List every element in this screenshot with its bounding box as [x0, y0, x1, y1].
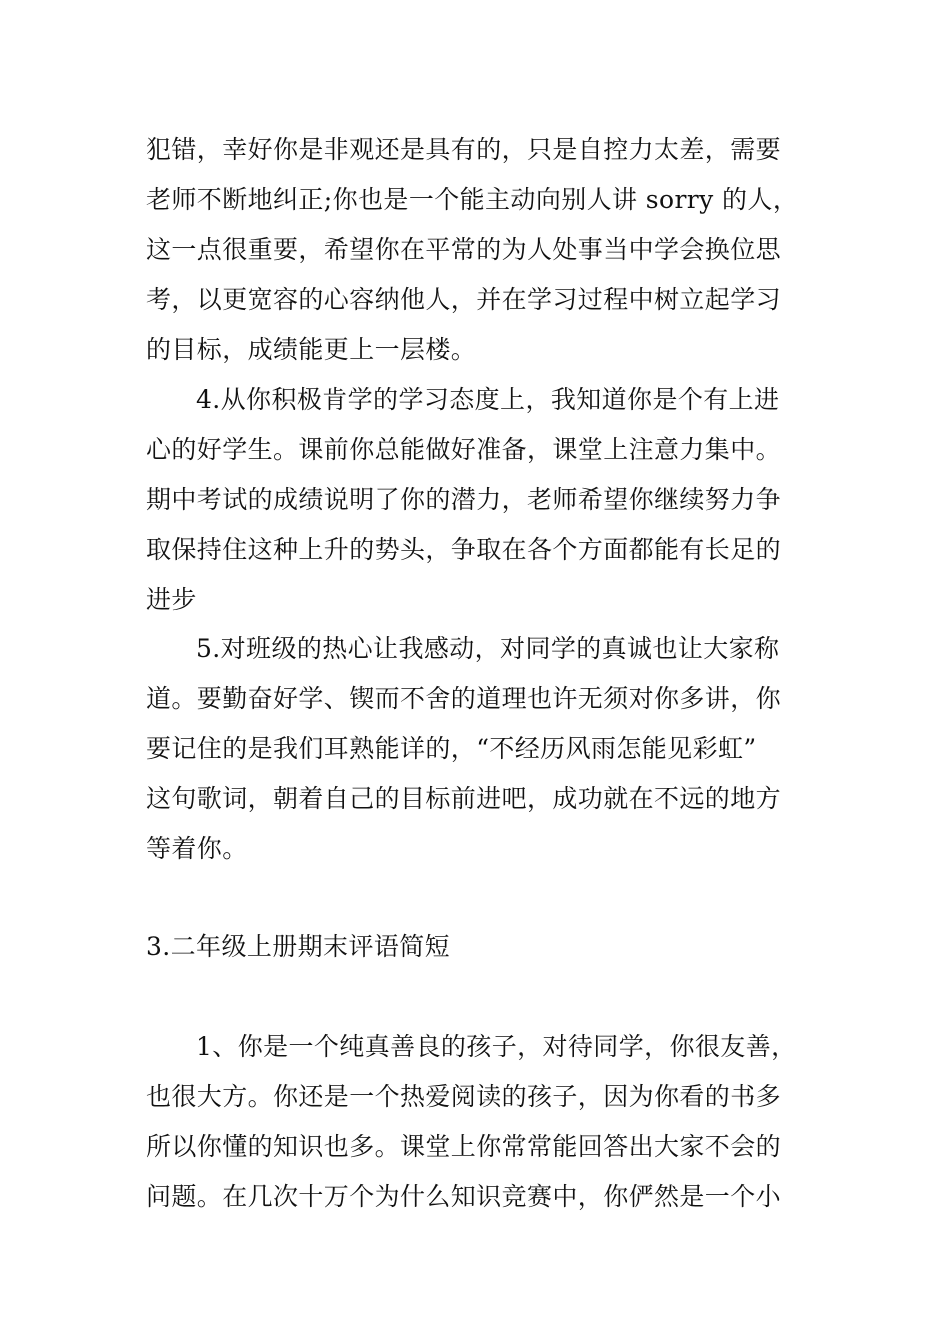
paragraph-line: 考，以更宽容的心容纳他人，并在学习过程中树立起学习 [146, 285, 782, 314]
paragraph-line: 4.从你积极肯学的学习态度上，我知道你是个有上进 [196, 385, 780, 414]
paragraph-line: 这句歌词，朝着自己的目标前进吧，成功就在不远的地方 [146, 784, 782, 813]
paragraph-line: 期中考试的成绩说明了你的潜力，老师希望你继续努力争 [146, 485, 782, 514]
paragraph-line: 问题。在几次十万个为什么知识竞赛中，你俨然是一个小 [146, 1182, 782, 1211]
paragraph-line: 进步 [146, 585, 197, 614]
paragraph-line: 所以你懂的知识也多。课堂上你常常能回答出大家不会的 [146, 1132, 782, 1161]
section-heading: 3.二年级上册期末评语简短 [146, 932, 451, 961]
paragraph-line: 道。要勤奋好学、锲而不舍的道理也许无须对你多讲，你 [146, 684, 782, 713]
paragraph-line: 这一点很重要，希望你在平常的为人处事当中学会换位思 [146, 235, 782, 264]
paragraph-line: 等着你。 [146, 834, 248, 863]
paragraph-line: 要记住的是我们耳熟能详的，“不经历风雨怎能见彩虹” [146, 734, 757, 763]
paragraph-line: 的目标，成绩能更上一层楼。 [146, 335, 477, 364]
paragraph-line: 老师不断地纠正;你也是一个能主动向别人讲 sorry 的人， [146, 185, 799, 214]
paragraph-line: 心的好学生。课前你总能做好准备，课堂上注意力集中。 [146, 435, 782, 464]
paragraph-line: 犯错，幸好你是非观还是具有的，只是自控力太差，需要 [146, 135, 782, 164]
paragraph-line: 1、你是一个纯真善良的孩子，对待同学，你很友善， [196, 1032, 797, 1061]
paragraph-line: 5.对班级的热心让我感动，对同学的真诚也让大家称 [196, 634, 780, 663]
paragraph-line: 取保持住这种上升的势头，争取在各个方面都能有长足的 [146, 535, 782, 564]
paragraph-line: 也很大方。你还是一个热爱阅读的孩子，因为你看的书多 [146, 1082, 782, 1111]
